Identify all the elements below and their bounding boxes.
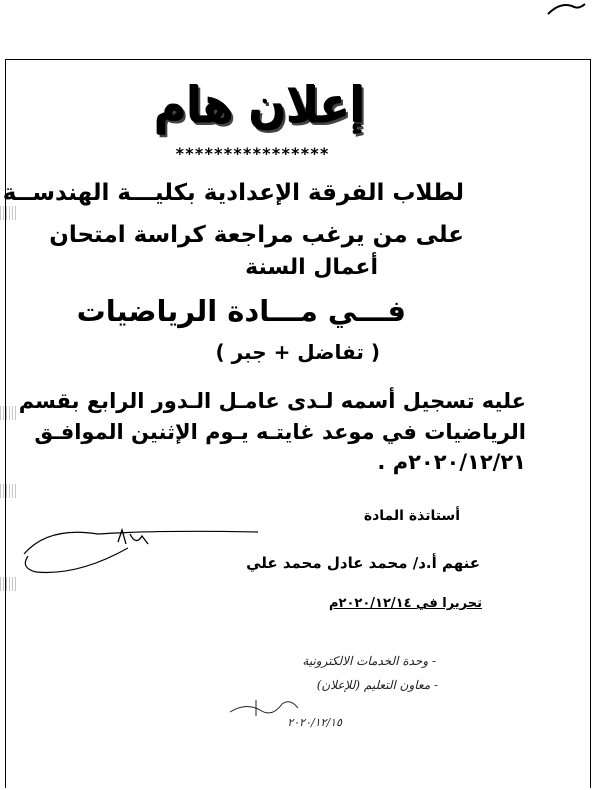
handwritten-signature (18, 520, 268, 580)
signatory-role: أستاتذة المادة (363, 508, 460, 524)
instruction-line-1: عليه تسجيل أسمه لـدى عامـل الـدور الرابع بقسم (18, 389, 526, 413)
subject-detail-line: ( تفاضل + جبر ) (215, 340, 380, 364)
subject-line: فـــي مـــادة الرياضيات (76, 294, 406, 328)
handwritten-date: ٢٠٢٠/١٢/١٥ (287, 716, 342, 729)
handwritten-note-assistant: - معاون التعليم (للإعلان) (316, 678, 438, 692)
handwritten-note-unit: - وحدة الخدمات الالكترونية (302, 654, 436, 668)
audience-line: لطلاب الفرقة الإعدادية بكليـــة الهندســة (2, 180, 464, 206)
stars-divider: **************** (174, 144, 330, 163)
scan-top-mark (0, 0, 592, 16)
notice-heading: إعلان هام (154, 77, 366, 135)
instruction-line-2: الرياضيات في موعد غايتـه يـوم الإثنين الموافـق (34, 420, 526, 444)
issue-date: تحريرا في ٢٠٢٠/١٢/١٤م (329, 596, 482, 611)
coursework-line: أعمال السنة (245, 255, 378, 280)
deadline-date: ٢٠٢٠/١٢/٢١م . (377, 450, 526, 474)
scan-top-edge (0, 0, 592, 16)
signatory-name: عنهم أ.د/ محمد عادل محمد علي (246, 554, 480, 572)
request-line: على من يرغب مراجعة كراسة امتحان (49, 222, 464, 248)
